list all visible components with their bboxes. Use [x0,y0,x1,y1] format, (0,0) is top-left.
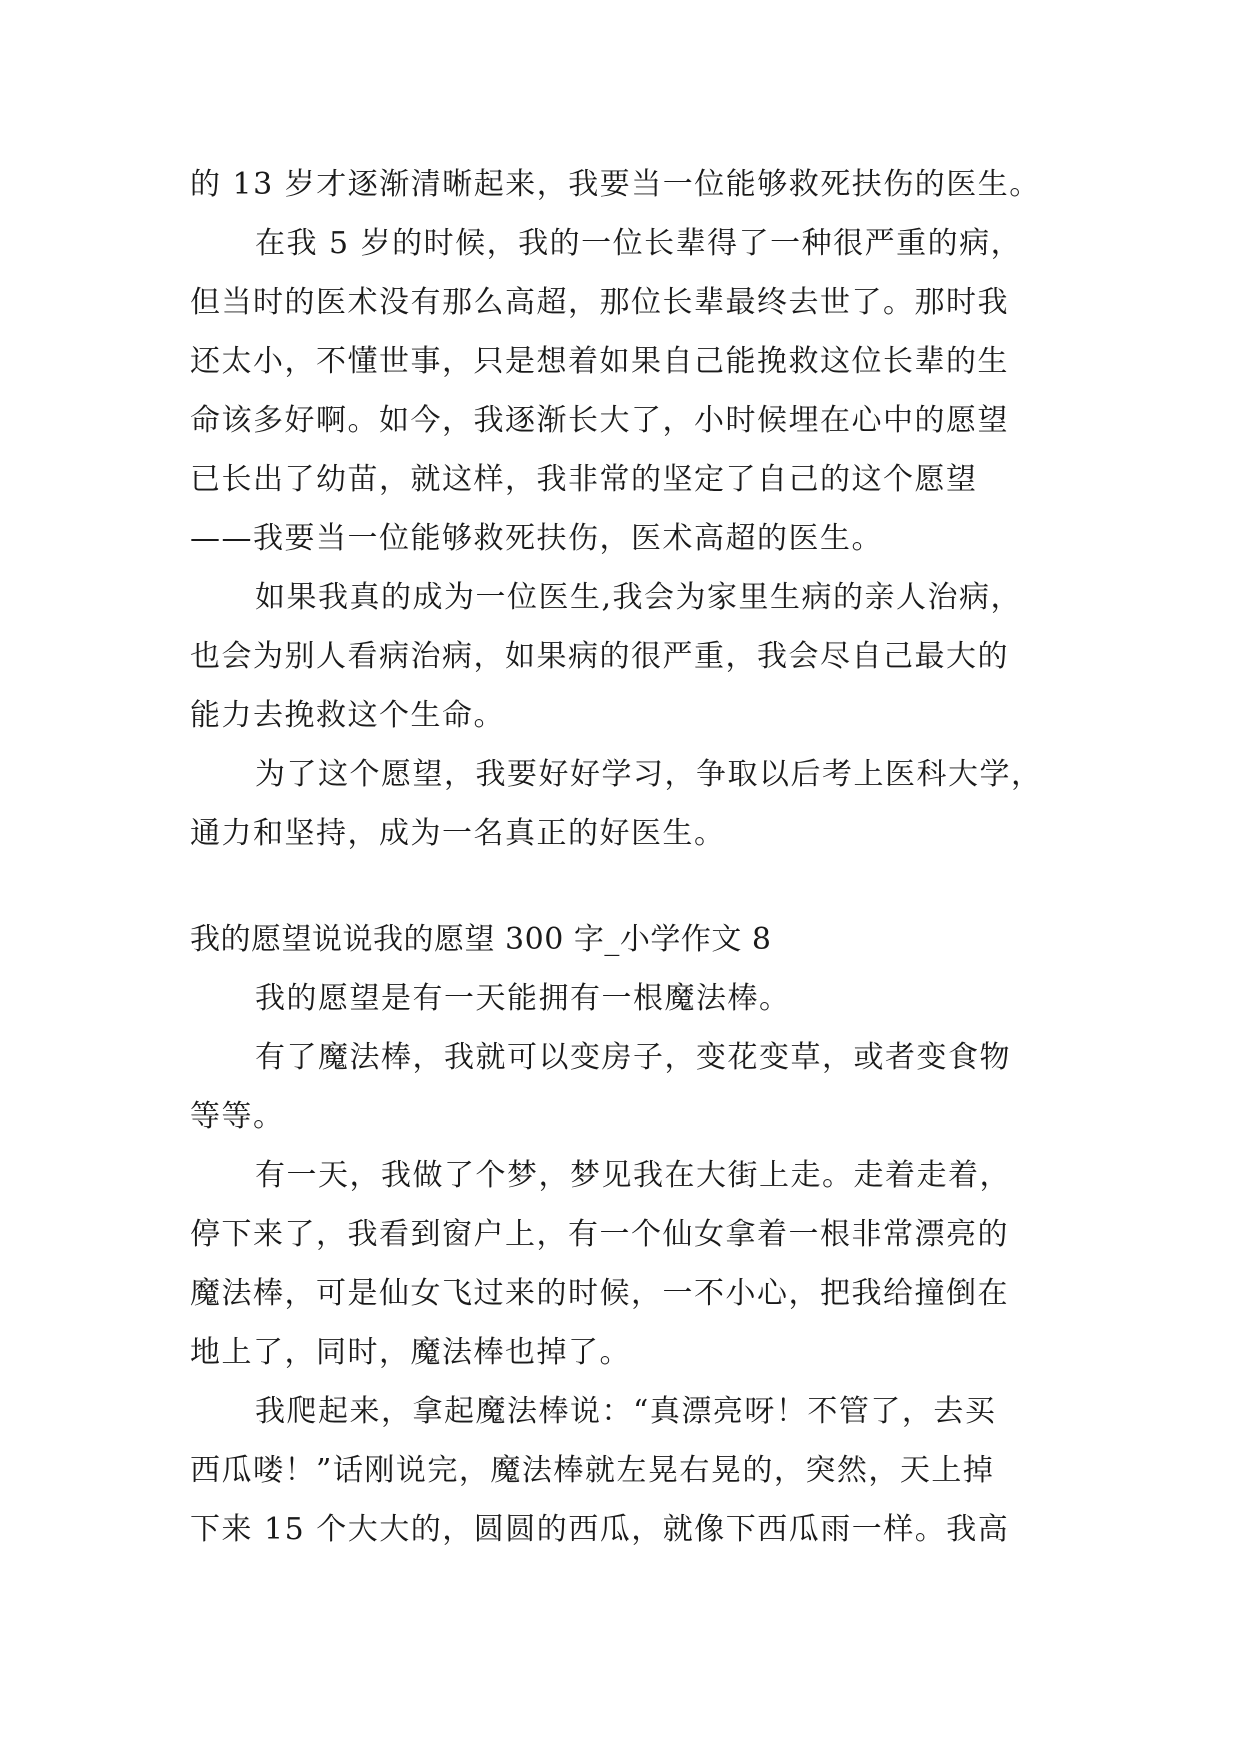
text-line: 也会为别人看病治病，如果病的很严重，我会尽自己最大的 [190,639,1009,674]
text-line: ——我要当一位能够救死扶伤，医术高超的医生。 [190,521,883,556]
text-line: 的 13 岁才逐渐清晰起来，我要当一位能够救死扶伤的医生。 [190,167,1041,202]
section-heading: 我的愿望说说我的愿望 300 字_小学作文 8 [190,922,772,957]
text-line: 下来 15 个大大的，圆圆的西瓜，就像下西瓜雨一样。我高 [190,1512,1010,1547]
paragraph-start: 在我 5 岁的时候，我的一位长辈得了一种很严重的病， [255,226,1023,261]
text-line: 通力和坚持，成为一名真正的好医生。 [190,816,726,851]
paragraph-start: 有一天，我做了个梦，梦见我在大街上走。走着走着， [255,1158,1011,1193]
text-line: 停下来了，我看到窗户上，有一个仙女拿着一根非常漂亮的 [190,1217,1009,1252]
text-line: 地上了，同时，魔法棒也掉了。 [190,1335,631,1370]
text-line: 已长出了幼苗，就这样，我非常的坚定了自己的这个愿望 [190,462,978,497]
text-line: 能力去挽救这个生命。 [190,698,505,733]
paragraph-start: 我爬起来，拿起魔法棒说：“真漂亮呀！不管了，去买 [255,1394,997,1429]
text-line: 西瓜喽！”话刚说完，魔法棒就左晃右晃的，突然，天上掉 [190,1453,995,1488]
paragraph-start: 有了魔法棒，我就可以变房子，变花变草，或者变食物 [255,1040,1011,1075]
paragraph-start: 我的愿望是有一天能拥有一根魔法棒。 [255,981,791,1016]
text-line: 魔法棒，可是仙女飞过来的时候，一不小心，把我给撞倒在 [190,1276,1009,1311]
text-line: 但当时的医术没有那么高超，那位长辈最终去世了。那时我 [190,285,1009,320]
text-line: 命该多好啊。如今，我逐渐长大了，小时候埋在心中的愿望 [190,403,1009,438]
text-line: 等等。 [190,1099,285,1134]
text-line: 还太小，不懂世事，只是想着如果自己能挽救这位长辈的生 [190,344,1009,379]
paragraph-start: 为了这个愿望，我要好好学习，争取以后考上医科大学， [255,757,1043,792]
paragraph-start: 如果我真的成为一位医生,我会为家里生病的亲人治病， [255,580,1023,615]
